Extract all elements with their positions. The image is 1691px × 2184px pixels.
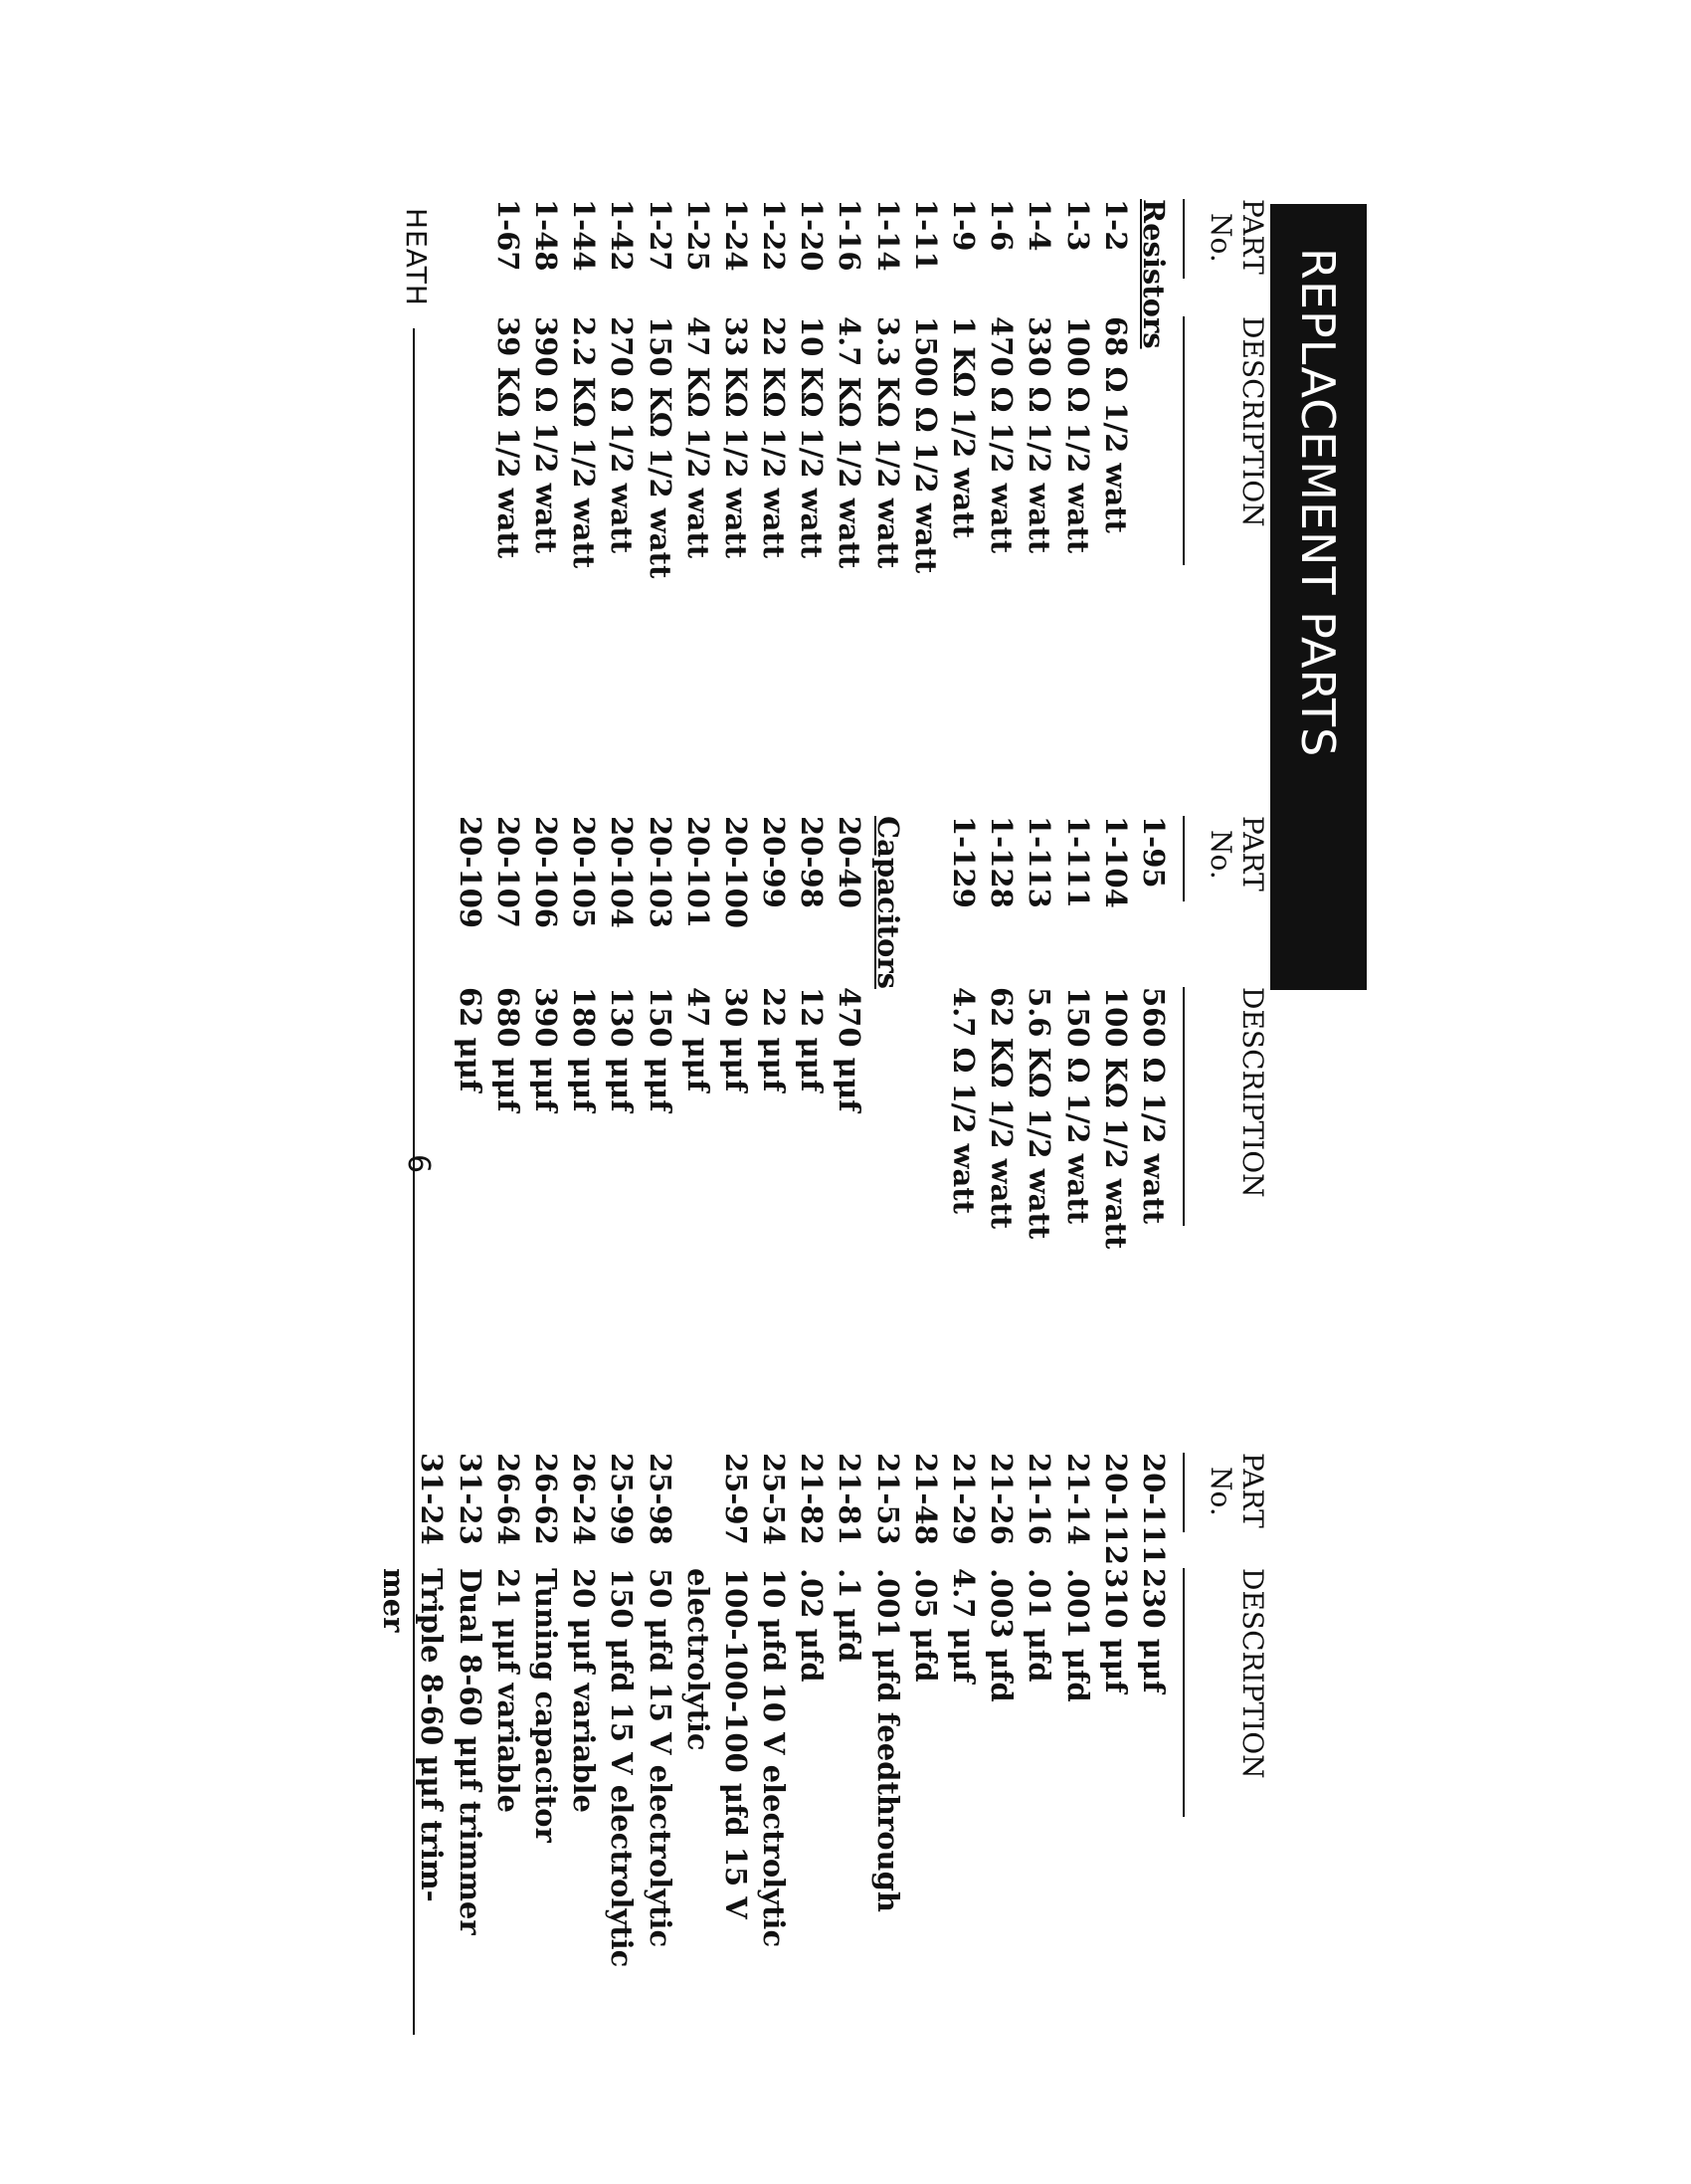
part-number: 21-16 [1023,1453,1057,1545]
part-number: 1-129 [947,816,982,908]
part-description: 180 μμf [567,987,602,1112]
description-header-rule [1183,316,1185,565]
part-description: 270 Ω 1/2 watt [605,316,640,554]
part-number: 26-62 [529,1453,563,1545]
part-description: 680 μμf [490,987,525,1112]
part-description: mer [377,1568,412,1633]
part-description: 390 μμf [529,987,563,1112]
part-description: 62 KΩ 1/2 watt [985,987,1020,1230]
description-header: DESCRIPTION [1236,316,1269,527]
part-number: 1-20 [795,199,830,272]
part-number: 25-99 [605,1453,640,1545]
part-description: .02 μfd [795,1568,830,1683]
part-number: 21-48 [908,1453,943,1545]
description-header-rule [1183,1568,1185,1817]
part-description: 22 KΩ 1/2 watt [757,316,792,559]
part-description: 1 KΩ 1/2 watt [947,316,982,538]
part-description: 2.2 KΩ 1/2 watt [567,316,602,569]
part-number: 20-109 [453,816,487,928]
no-header: No. [1205,830,1237,880]
no-header: No. [1205,1467,1237,1516]
part-header-rule [1183,199,1185,279]
part-number: 1-44 [567,199,602,272]
part-description: 21 μμf variable [490,1568,525,1813]
part-number: 25-98 [643,1453,677,1545]
part-description: 47 KΩ 1/2 watt [680,316,715,559]
part-number: 21-82 [795,1453,830,1545]
part-number: 26-24 [567,1453,602,1545]
part-description: 390 Ω 1/2 watt [529,316,563,554]
part-description: 100 Ω 1/2 watt [1060,316,1095,554]
part-number: 1-11 [908,199,943,272]
part-description: .01 μfd [1023,1568,1057,1683]
part-number: 1-22 [757,199,792,272]
part-number: 1-16 [833,199,867,272]
part-number: 20-106 [529,816,563,928]
part-number: 1-42 [605,199,640,272]
part-number: 20-112 [1098,1453,1133,1565]
section-label: Resistors [1137,199,1171,349]
part-number: 1-14 [870,199,905,272]
part-number: 1-95 [1137,816,1171,889]
part-number: 20-40 [833,816,867,908]
part-description: 47 μμf [680,987,715,1092]
part-number: 31-23 [453,1453,487,1545]
part-description: 100-100-100 μfd 15 V [718,1568,753,1919]
part-description: 330 Ω 1/2 watt [1023,316,1057,554]
description-header: DESCRIPTION [1236,987,1269,1198]
part-number: 1-6 [985,199,1020,252]
brand-footer: HEATH [400,208,433,306]
part-description: 62 μμf [453,987,487,1092]
no-header: No. [1205,213,1237,263]
part-number: 21-81 [833,1453,867,1545]
part-header-rule [1183,816,1185,901]
part-number: 21-53 [870,1453,905,1545]
part-number: 20-111 [1137,1453,1171,1565]
part-number: 20-99 [757,816,792,908]
part-number: 31-24 [415,1453,450,1545]
part-header: PART [1236,816,1269,892]
part-description: .001 μfd [1060,1568,1095,1702]
part-description: 4.7 μμf [947,1568,982,1684]
part-description: .05 μfd [908,1568,943,1683]
footer-rule [413,328,415,2035]
part-description: 150 μμf [643,987,677,1112]
part-description: 4.7 KΩ 1/2 watt [833,316,867,569]
part-number: 20-104 [605,816,640,928]
part-description: 560 Ω 1/2 watt [1137,987,1171,1225]
part-number: 1-104 [1098,816,1133,908]
part-description: 10 KΩ 1/2 watt [795,316,830,559]
part-number: 1-2 [1098,199,1133,252]
page-number: 6 [401,1154,436,1174]
part-description: 470 Ω 1/2 watt [985,316,1020,554]
part-number: 1-27 [643,199,677,272]
part-description: 1500 Ω 1/2 watt [908,316,943,574]
part-description: 10 μfd 10 V electrolytic [757,1568,792,1948]
part-number: 20-98 [795,816,830,908]
part-header-rule [1183,1453,1185,1532]
part-number: 1-111 [1060,816,1095,908]
part-description: 12 μμf [795,987,830,1092]
section-label: Capacitors [870,816,905,989]
part-header: PART [1236,1453,1269,1528]
part-number: 1-25 [680,199,715,272]
part-description: 470 μμf [833,987,867,1112]
part-number: 26-64 [490,1453,525,1545]
part-description: Dual 8-60 μμf trimmer [453,1568,487,1935]
part-number: 25-54 [757,1453,792,1545]
page-title: REPLACEMENT PARTS [1291,248,1346,758]
part-number: 20-107 [490,816,525,928]
part-number: 1-3 [1060,199,1095,252]
part-number: 21-14 [1060,1453,1095,1545]
part-description: 130 μμf [605,987,640,1112]
part-number: 20-105 [567,816,602,928]
part-description: 22 μμf [757,987,792,1092]
part-number: 1-113 [1023,816,1057,908]
part-number: 25-97 [718,1453,753,1545]
description-header-rule [1183,987,1185,1226]
part-number: 1-128 [985,816,1020,908]
part-description: 39 KΩ 1/2 watt [490,316,525,559]
part-description: .003 μfd [985,1568,1020,1702]
part-description: 5.6 KΩ 1/2 watt [1023,987,1057,1240]
part-description: 3.3 KΩ 1/2 watt [870,316,905,569]
part-description: 30 μμf [718,987,753,1092]
part-description: 4.7 Ω 1/2 watt [947,987,982,1215]
part-number: 20-100 [718,816,753,928]
part-description: 310 μμf [1098,1568,1133,1693]
part-number: 1-24 [718,199,753,272]
part-description: 150 Ω 1/2 watt [1060,987,1095,1225]
part-description: 50 μfd 15 V electrolytic [643,1568,677,1948]
part-number: 1-48 [529,199,563,272]
part-number: 1-9 [947,199,982,252]
part-description: 68 Ω 1/2 watt [1098,316,1133,533]
title-banner [1270,204,1367,990]
part-header: PART [1236,199,1269,275]
part-description: .1 μfd [833,1568,867,1663]
part-number: 21-29 [947,1453,982,1545]
part-description: 150 KΩ 1/2 watt [643,316,677,579]
part-description: electrolytic [680,1568,715,1751]
part-description: 33 KΩ 1/2 watt [718,316,753,559]
part-description: 230 μμf [1137,1568,1171,1693]
part-description: .001 μfd feedthrough [870,1568,905,1913]
description-header: DESCRIPTION [1236,1568,1269,1779]
part-number: 21-26 [985,1453,1020,1545]
part-number: 20-101 [680,816,715,928]
part-description: 100 KΩ 1/2 watt [1098,987,1133,1250]
part-number: 1-4 [1023,199,1057,252]
part-description: 20 μμf variable [567,1568,602,1813]
part-description: Tuning capacitor [529,1568,563,1843]
part-description: Triple 8-60 μμf trim- [415,1568,450,1902]
part-number: 20-103 [643,816,677,928]
part-number: 1-67 [490,199,525,272]
part-description: 150 μfd 15 V electrolytic [605,1568,640,1968]
